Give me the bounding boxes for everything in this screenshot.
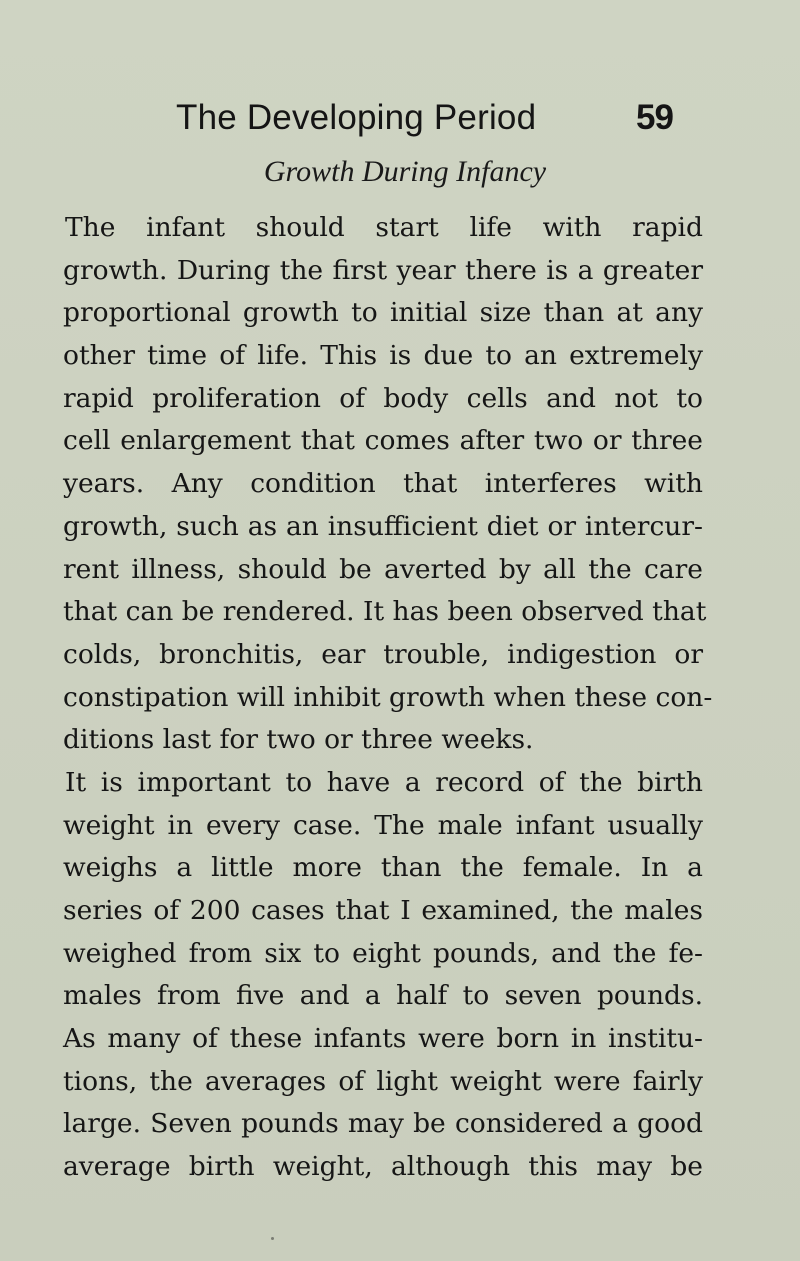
text-line: cell enlargement that comes after two or three (63, 425, 703, 457)
running-title: The Developing Period (176, 98, 537, 137)
text-line: ditions last for two or three weeks. (63, 724, 534, 756)
text-line: constipation will inhibit growth when these con- (63, 681, 713, 713)
text-line: rent illness, should be averted by all the care (63, 553, 703, 585)
page-number: 59 (636, 98, 673, 137)
text-line: series of 200 cases that I examined, the males (63, 895, 703, 926)
text-line: years. Any condition that interferes with (63, 468, 703, 500)
text-line: growth. During the first year there is a greater (63, 254, 703, 286)
text-line: colds, bronchitis, ear trouble, indigestion or (63, 638, 703, 670)
text-line: tions, the averages of light weight were fairly (63, 1065, 703, 1097)
text-line: weight in every case. The male infant usually (63, 809, 703, 841)
body-text (63, 207, 713, 1189)
print-speck (271, 1237, 274, 1240)
section-heading: Growth During Infancy (263, 155, 547, 188)
text-line: It is important to have a record of the birth (65, 766, 703, 798)
text-line: large. Seven pounds may be considered a good (63, 1108, 703, 1140)
text-line: weighed from six to eight pounds, and the fe- (63, 937, 703, 969)
text-line: The infant should start life with rapid (65, 212, 703, 243)
text-line: average birth weight, although this may be (63, 1151, 703, 1183)
text-line: As many of these infants were born in institu- (63, 1023, 703, 1055)
text-line: rapid proliferation of body cells and not to (63, 382, 703, 414)
text-line: weighs a little more than the female. In a (63, 852, 703, 884)
text-line: other time of life. This is due to an extremely (63, 340, 703, 372)
text-line: growth, such as an insufficient diet or intercur- (63, 510, 703, 542)
text-line: that can be rendered. It has been observed that (63, 596, 707, 628)
text-line: males from five and a half to seven pounds. (63, 980, 703, 1012)
running-head (0, 93, 800, 143)
text-line: proportional growth to initial size than at any (63, 297, 703, 329)
